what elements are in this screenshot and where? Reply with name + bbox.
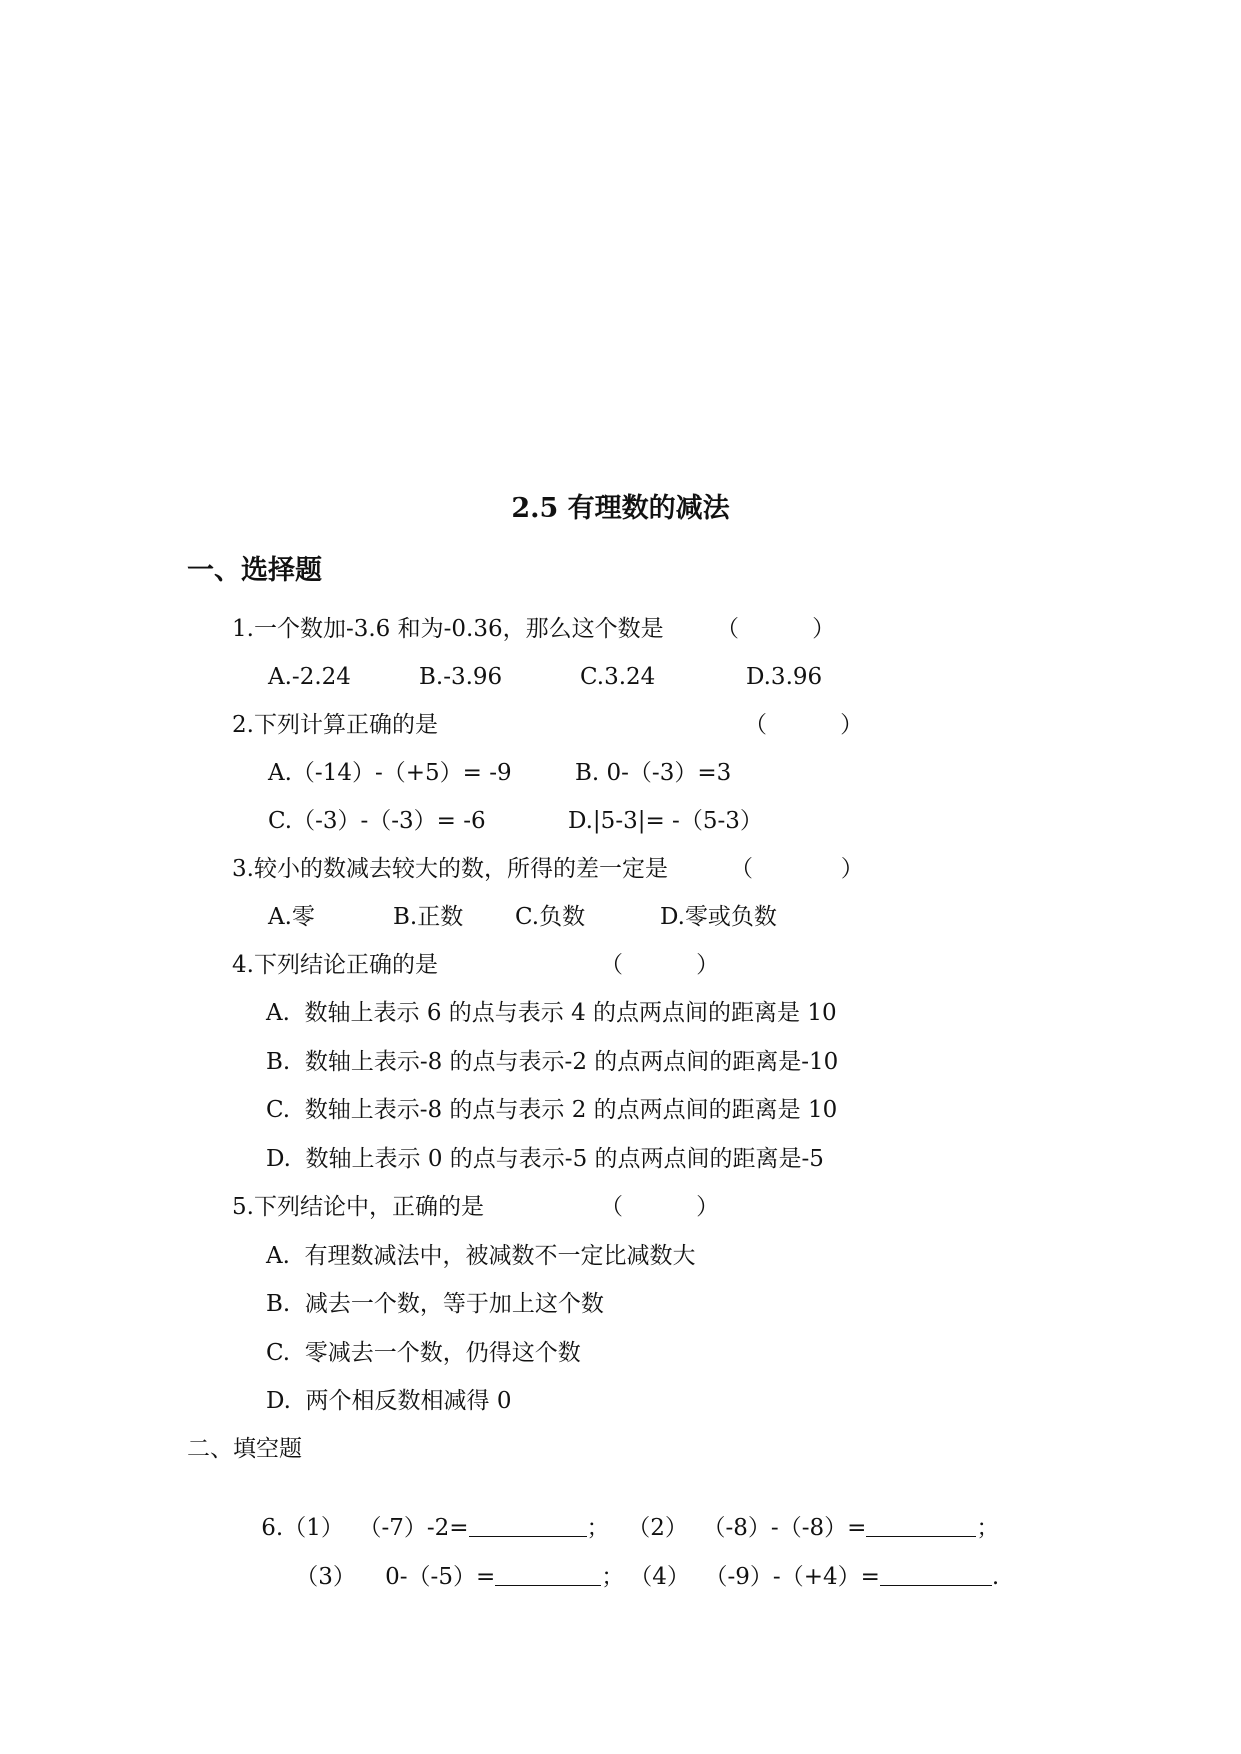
question-1-option-b: B.-3.96 xyxy=(419,664,503,690)
page-title: 2.5 有理数的减法 xyxy=(511,493,730,524)
question-6-part-1-expression: （-7）-2= xyxy=(358,1515,469,1541)
question-4-stem: 4.下列结论正确的是 xyxy=(232,952,438,978)
question-4-answer-paren: （ ） xyxy=(600,952,720,978)
question-3-option-a: A.零 xyxy=(268,904,315,930)
question-4-option-c: C. 数轴上表示-8 的点与表示 2 的点两点间的距离是 10 xyxy=(266,1097,838,1123)
question-3-option-d: D.零或负数 xyxy=(660,904,777,930)
section-choice-heading: 一、选择题 xyxy=(187,555,322,586)
question-1-stem: 1.一个数加-3.6 和为-0.36，那么这个数是 xyxy=(232,616,664,642)
question-3-stem: 3.较小的数减去较大的数，所得的差一定是 xyxy=(232,856,668,882)
question-6-part-3-end: ； xyxy=(601,1564,625,1590)
question-6-part-1-label: 6.（1） xyxy=(261,1515,344,1541)
question-6-part-4-expression: （-9）-（+4）= xyxy=(704,1564,880,1590)
question-4-option-b: B. 数轴上表示-8 的点与表示-2 的点两点间的距离是-10 xyxy=(266,1049,839,1075)
question-6-part-3 xyxy=(266,1532,624,1622)
question-3-option-c: C.负数 xyxy=(515,904,586,930)
question-6-part-4-blank[interactable] xyxy=(880,1563,992,1586)
question-6-part-3-label: （3） xyxy=(295,1564,356,1590)
question-1-option-d: D.3.96 xyxy=(746,664,823,690)
question-5-option-d: D. 两个相反数相减得 0 xyxy=(266,1388,512,1414)
question-5-option-b: B. 减去一个数，等于加上这个数 xyxy=(266,1291,604,1317)
question-5-stem: 5.下列结论中，正确的是 xyxy=(232,1194,484,1220)
question-6-part-2-label: （2） xyxy=(627,1515,688,1541)
question-5-answer-paren: （ ） xyxy=(600,1194,720,1220)
question-6-part-2-expression: （-8）-（-8）= xyxy=(702,1515,867,1541)
section-fill-heading: 二、填空题 xyxy=(187,1436,302,1462)
question-5-option-a: A. 有理数减法中，被减数不一定比减数大 xyxy=(266,1243,696,1269)
question-6-part-4-end: . xyxy=(991,1564,1000,1590)
question-6-part-4 xyxy=(600,1532,999,1622)
question-6-part-2-end: ； xyxy=(976,1515,1000,1541)
question-3-answer-paren: （ ） xyxy=(730,856,864,882)
question-6-part-1-end: ； xyxy=(586,1515,610,1541)
question-2-option-c: C.（-3）-（-3）= -6 xyxy=(268,808,486,834)
question-2-option-d: D.|5-3|= -（5-3） xyxy=(568,808,763,834)
question-1-option-a: A.-2.24 xyxy=(268,664,351,690)
question-1-answer-paren: （ ） xyxy=(716,616,836,642)
question-5-option-c: C. 零减去一个数，仍得这个数 xyxy=(266,1340,581,1366)
question-4-option-a: A. 数轴上表示 6 的点与表示 4 的点两点间的距离是 10 xyxy=(266,1000,837,1026)
question-2-stem: 2.下列计算正确的是 xyxy=(232,712,438,738)
question-6-part-3-blank[interactable] xyxy=(495,1563,601,1586)
question-6-part-4-label: （4） xyxy=(629,1564,690,1590)
question-6-part-3-expression: 0-（-5）= xyxy=(385,1564,496,1590)
question-1-option-c: C.3.24 xyxy=(580,664,656,690)
question-2-option-b: B. 0-（-3）=3 xyxy=(575,760,732,786)
question-2-answer-paren: （ ） xyxy=(744,712,864,738)
question-3-option-b: B.正数 xyxy=(393,904,464,930)
question-4-option-d: D. 数轴上表示 0 的点与表示-5 的点两点间的距离是-5 xyxy=(266,1146,824,1172)
question-2-option-a: A.（-14）-（+5）= -9 xyxy=(268,760,512,786)
